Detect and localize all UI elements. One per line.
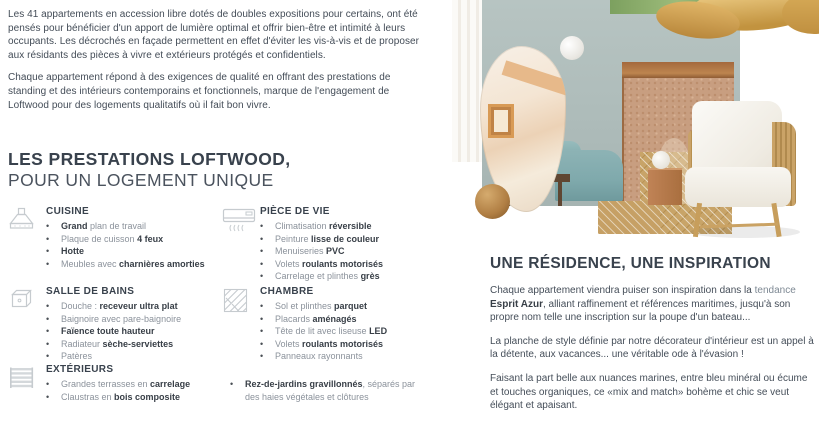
text-segment: carrelage: [150, 379, 191, 389]
feature-item-text: [61, 233, 163, 246]
text-segment: PVC: [326, 246, 345, 257]
text-segment: bois composite: [114, 391, 181, 402]
feature-item: [260, 220, 455, 233]
text-segment: Peinture: [275, 233, 312, 244]
text-segment: Grandes terrasses en: [61, 379, 151, 389]
text-segment: 4 feux: [137, 233, 164, 244]
bullet-dot: •: [46, 233, 50, 244]
text-segment: Climatisation: [275, 221, 330, 231]
feature-item-text: [275, 300, 367, 313]
text-segment: réversible: [329, 221, 372, 231]
feature-item-text: [275, 350, 363, 363]
feature-section-title: CHAMBRE: [260, 286, 314, 297]
bench-leg: [558, 182, 562, 206]
inspiration-paragraphs: [490, 284, 816, 413]
bullet-dot: •: [260, 338, 264, 349]
feature-list: [46, 220, 222, 270]
text-segment: grès: [360, 271, 380, 282]
text-segment: Volets: [275, 258, 303, 269]
bullet-dot: •: [260, 271, 264, 282]
feature-item: [260, 258, 455, 271]
feature-list: [46, 378, 222, 403]
bullet-dot: •: [260, 326, 264, 337]
mirror-reflection-window: [488, 104, 514, 138]
text-segment: LED: [369, 326, 388, 337]
feature-item-text: [61, 325, 155, 338]
prestations-title-line1: LES PRESTATIONS LOFTWOOD,: [8, 149, 291, 169]
bullet-dot: •: [260, 258, 264, 269]
bullet-dot: •: [260, 301, 264, 311]
bullet-dot: •: [46, 351, 50, 362]
feature-section-title: CUISINE: [46, 206, 90, 217]
text-segment: Volets: [275, 338, 303, 349]
feature-item-text: [61, 300, 178, 313]
feature-item-text: [275, 220, 372, 233]
kitchen-hood-icon: [8, 207, 42, 239]
feature-item-text: [61, 378, 190, 391]
text-segment: Esprit Azur: [490, 298, 543, 310]
copper-side-table: [648, 168, 682, 205]
features-grid: [8, 206, 455, 403]
feature-item: [46, 313, 222, 326]
text-segment: Baignoire avec pare-baignoire: [61, 313, 182, 324]
text-segment: roulants motorisés: [302, 338, 384, 349]
text-segment: Patères: [61, 351, 93, 362]
text-segment: parquet: [334, 301, 368, 311]
feature-item: [46, 350, 222, 363]
text-segment: Menuiseries: [275, 246, 327, 257]
feature-list: [260, 220, 455, 283]
feature-item: [260, 245, 455, 258]
feature-item: [46, 300, 222, 313]
inspiration-paragraph: [490, 372, 816, 413]
bullet-dot: •: [46, 379, 50, 389]
bullet-dot: •: [46, 326, 50, 337]
ac-unit-icon: [222, 207, 256, 239]
intro-paragraph-1: Les 41 appartements en accession libre dotés de doubles expositions pour certains, ont été pensés pour bénéficier d'un apport de lumière optimal et offrir bien-être et intimité à leurs occupants. Les décrochés en façade permettent en effet d'éviter les vis-à-vis et de proposer aux résidants des pièces à vivre et extérieurs protégés et confidentiels.: [8, 9, 419, 61]
prestations-title: [8, 149, 291, 191]
inspiration-paragraph: [490, 335, 816, 362]
feature-item-text: [245, 378, 425, 403]
text-segment: Tête de lit avec liseuse: [275, 326, 370, 337]
bullet-dot: •: [260, 221, 264, 231]
text-segment: Claustras en: [61, 391, 115, 402]
feature-item: [260, 325, 455, 338]
feature-item-text: [275, 245, 345, 258]
feature-item: [260, 233, 455, 246]
wood-sphere: [475, 184, 510, 219]
text-segment: receveur ultra plat: [99, 301, 178, 311]
text-segment: Rez-de-jardins gravillonnés: [245, 379, 363, 389]
feature-item: [46, 391, 222, 404]
feature-section-cuisine: [8, 206, 222, 286]
feature-item-text: [61, 338, 173, 351]
text-segment: charnières amorties: [119, 258, 205, 269]
feature-section-chambre: [222, 286, 455, 364]
wooden-fan-pendant-lamp: [782, 0, 819, 34]
bullet-dot: •: [260, 313, 264, 324]
text-segment: Hotte: [61, 246, 84, 257]
text-segment: Carrelage et plinthes: [275, 271, 361, 282]
feature-section-salle-de-bains: [8, 286, 222, 364]
feature-list: [230, 378, 425, 403]
inspiration-block: [490, 255, 816, 423]
text-segment: , alliant raffinement et références maritimes, jusqu'à son propre nom telle une inscription sur la poupe d'un bateau...: [490, 298, 791, 324]
wall-lamp-sphere: [560, 36, 584, 60]
bullet-dot: •: [260, 351, 264, 362]
feature-item-text: [61, 313, 181, 326]
feature-item: [46, 378, 222, 391]
feature-section-title: EXTÉRIEURS: [46, 364, 114, 375]
text-segment: Sol et plinthes: [275, 301, 335, 311]
bullet-dot: •: [46, 313, 50, 324]
text-segment: Faïence toute hauteur: [61, 326, 155, 337]
feature-item-text: [61, 220, 146, 233]
text-segment: Grand: [61, 221, 88, 231]
bullet-dot: •: [260, 246, 264, 257]
feature-item-text: [61, 258, 205, 271]
feature-item-text: [275, 270, 380, 283]
bullet-dot: •: [46, 301, 50, 311]
feature-item-text: [61, 350, 92, 363]
claustra-slats-icon: [8, 365, 42, 397]
text-segment: Panneaux rayonnants: [275, 351, 363, 362]
bullet-dot: •: [46, 221, 50, 231]
feature-item-text: [275, 325, 387, 338]
feature-item: [230, 378, 425, 403]
bullet-dot: •: [46, 338, 50, 349]
text-segment: Faisant la part belle aux nuances marines, entre bleu minéral ou écume et touches organiques, ce «mix and match» bohème et chic se veut élégant et apaisant.: [490, 372, 808, 412]
feature-item: [46, 338, 222, 351]
headboard-wood-rail: [622, 62, 734, 78]
feature-item: [46, 245, 222, 258]
text-segment: Placards: [275, 313, 313, 324]
feature-item-text: [275, 258, 383, 271]
text-segment: Chaque appartement viendra puiser son inspiration dans la: [490, 285, 755, 296]
feature-item: [260, 313, 455, 326]
text-segment: Radiateur: [61, 338, 103, 349]
armchair-seat-cushion: [685, 167, 791, 207]
inspiration-paragraph: [490, 284, 816, 325]
sphere-table-lamp: [652, 151, 670, 169]
feature-section-title: PIÈCE DE VIE: [260, 206, 330, 217]
feature-section-title: SALLE DE BAINS: [46, 286, 135, 297]
feature-section-piece-de-vie: [222, 206, 455, 286]
text-segment: tendance: [754, 285, 796, 296]
prestations-title-line2: POUR UN LOGEMENT UNIQUE: [8, 170, 274, 190]
feature-section-exterieurs: [8, 364, 222, 403]
feature-item: [260, 338, 455, 351]
feature-item-text: [275, 338, 383, 351]
text-segment: roulants motorisés: [302, 258, 384, 269]
bullet-dot: •: [46, 258, 50, 269]
feature-item: [46, 233, 222, 246]
text-segment: Douche :: [61, 301, 100, 311]
moodboard-photo: [452, 0, 819, 240]
text-segment: Meubles avec: [61, 258, 120, 269]
feature-item: [260, 300, 455, 313]
feature-item: [260, 270, 455, 283]
bullet-dot: •: [260, 233, 264, 244]
text-segment: lisse de couleur: [311, 233, 380, 244]
feature-item: [46, 325, 222, 338]
feature-list: [46, 300, 222, 363]
feature-item-text: [61, 391, 180, 404]
text-segment: La planche de style définie par notre décorateur d'intérieur est un appel à la détente, aux vacances... une véritable ode à l'évasion !: [490, 335, 814, 361]
text-segment: sèche-serviettes: [102, 338, 174, 349]
feature-item-text: [61, 245, 84, 258]
inspiration-title: UNE RÉSIDENCE, UNE INSPIRATION: [490, 255, 771, 272]
text-segment: plan de travail: [87, 221, 147, 231]
feature-item: [46, 220, 222, 233]
bullet-dot: •: [230, 379, 234, 389]
feature-section-exterieurs-suite: [222, 364, 455, 403]
parquet-hatch-icon: [222, 287, 256, 319]
feature-item-text: [275, 233, 379, 246]
text-segment: aménagés: [312, 313, 357, 324]
intro-paragraph-2: Chaque appartement répond à des exigences de qualité en offrant des prestations de standing et des intérieurs contemporains et fonctionnels, marque de l'engagement de Loftwood pour des logements qualitatifs où il fait bon vivre.: [8, 72, 391, 111]
herringbone-tile: [598, 201, 660, 234]
intro-block: [8, 8, 428, 121]
feature-item: [46, 258, 222, 271]
bullet-dot: •: [46, 246, 50, 257]
bullet-dot: •: [46, 391, 50, 402]
text-segment: , séparés par des haies végétales et clôtures: [245, 379, 416, 402]
text-segment: Plaque de cuisson: [61, 233, 138, 244]
feature-list: [260, 300, 455, 363]
feature-item: [260, 350, 455, 363]
feature-item-text: [275, 313, 357, 326]
shower-tray-icon: [8, 287, 42, 319]
